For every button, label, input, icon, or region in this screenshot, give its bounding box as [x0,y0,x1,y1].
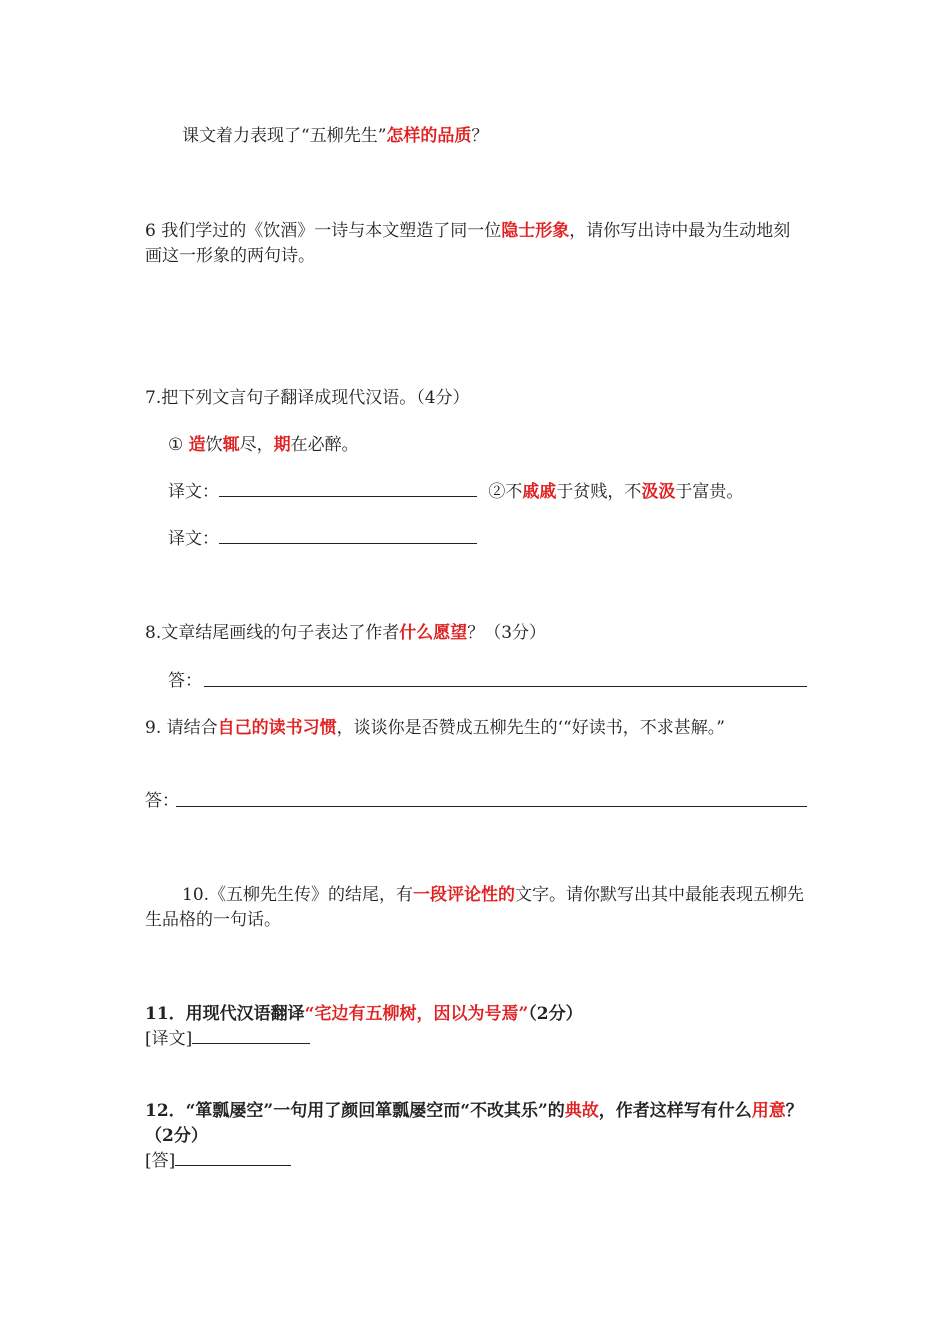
question-8-answer [168,669,830,694]
question-7-row-2: 译文： ②不戚戚于贫贱，不汲汲于富贵。 [168,482,744,502]
answer-11-blank[interactable] [192,1027,310,1044]
question-8: 8.文章结尾画线的句子表达了作者什么愿望？（3分） [145,623,547,643]
translation-label-1: 译文： [168,482,219,502]
question-11: 11．用现代汉语翻译“宅边有五柳树，因以为号焉”（2分） [145,1004,583,1024]
question-10: 10.《五柳先生传》的结尾，有一段评论性的文字。请你默写出其中最能表现五柳先生品格的一句话。 [145,885,805,930]
translation-1-blank[interactable] [219,480,477,497]
answer-label: [译文] [145,1029,193,1049]
question-7-row-3 [168,527,830,552]
question-7-sentence-1: ① 造饮辄尽，期在必醉。 [168,435,359,455]
answer-label: 答： [145,791,179,811]
translation-label-2: 译文： [168,529,219,549]
question-12-answer [145,1149,807,1174]
question-6: 6 我们学过的《饮酒》一诗与本文塑造了同一位隐士形象，请你写出诗中最为生动地刻画这一形象的两句诗。 [145,221,791,266]
answer-8-line[interactable] [204,686,807,687]
question-9-answer [145,789,807,814]
question-12: 12．“箪瓢屡空”一句用了颜回箪瓢屡空而“不改其乐”的典故，作者这样写有什么用意？（2分） [145,1101,803,1146]
question-quality: 课文着力表现了“五柳先生”怎样的品质？ [182,126,489,146]
question-11-answer [145,1027,807,1052]
answer-12-blank[interactable] [175,1149,291,1166]
answer-9-line[interactable] [176,806,807,807]
question-7-title: 7.把下列文言句子翻译成现代汉语。（4分） [145,388,470,408]
question-9: 9. 请结合自己的读书习惯，谈谈你是否赞成五柳先生的‘“好读书，不求甚解。” [145,718,725,738]
answer-label: [答] [145,1151,176,1171]
translation-2-blank[interactable] [219,527,477,544]
answer-label: 答： [168,671,202,691]
